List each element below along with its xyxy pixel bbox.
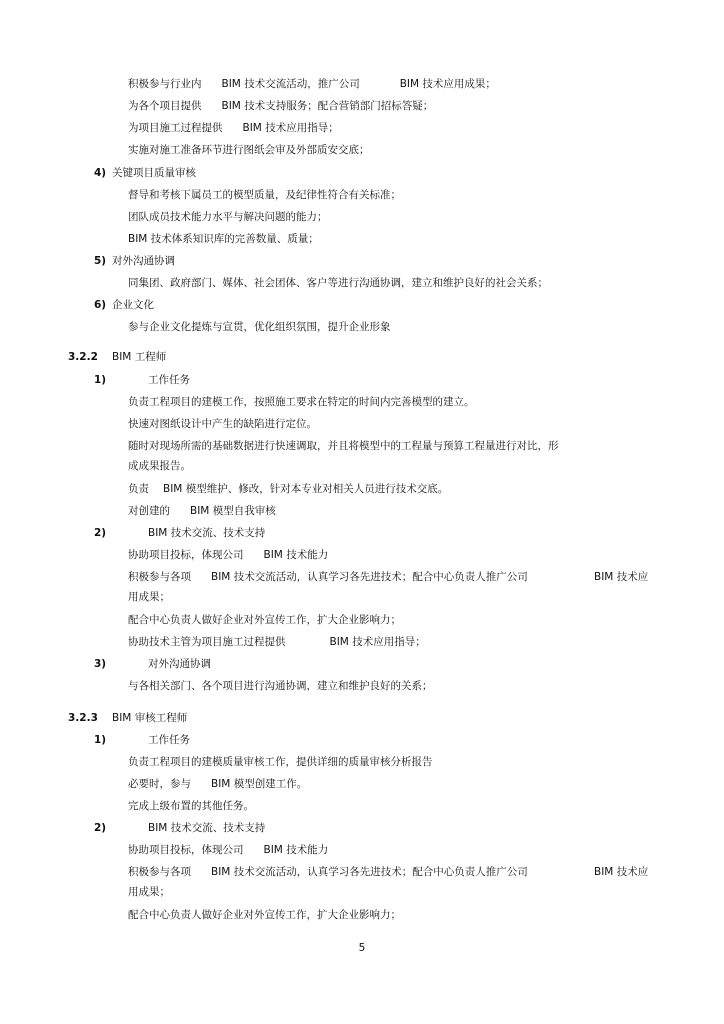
section-number: 3.2.2 [68,351,98,363]
subsection-title: 工作任务 [148,734,190,746]
text-line: 成成果报告。 [128,460,191,472]
subsection-title: BIM 技术交流、技术支持 [148,822,266,834]
text-line: 积极参与行业内 BIM 技术交流活动，推广公司 BIM 技术应用成果； [128,78,496,90]
text-line: 协助项目投标，体现公司 BIM 技术能力 [128,549,329,561]
text-line: 对创建的 BIM 模型自我审核 [128,505,276,517]
text-line: 配合中心负责人做好企业对外宣传工作，扩大企业影响力； [128,909,401,921]
section-heading: BIM 工程师 [112,351,167,363]
page-number: 5 [358,942,366,954]
text-line: 为各个项目提供 BIM 技术支持服务；配合营销部门招标答疑； [128,100,434,112]
list-number: 2) [94,527,107,539]
text-line: 团队成员技术能力水平与解决问题的能力； [128,211,328,223]
section-title: 对外沟通协调 [112,255,175,267]
subsection-title: BIM 技术交流、技术支持 [148,527,266,539]
text-line: 负责 BIM 模型维护、修改，针对本专业对相关人员进行技术交底。 [128,483,449,495]
text-line: 完成上级布置的其他任务。 [128,800,254,812]
text-line-end: BIM 技术应 [594,571,649,583]
subsection-title: 工作任务 [148,374,190,386]
list-number: 4) [94,167,107,179]
section-number: 3.2.3 [68,712,98,724]
list-number: 3) [94,658,107,670]
text-line: 必要时，参与 BIM 模型创建工作。 [128,778,308,790]
text-line: BIM 技术体系知识库的完善数量、质量； [128,233,319,245]
text-line: 为项目施工过程提供 BIM 技术应用指导； [128,122,339,134]
list-number: 1) [94,374,107,386]
text-line: 负责工程项目的建模工作，按照施工要求在特定的时间内完善模型的建立。 [128,396,475,408]
text-line: 负责工程项目的建模质量审核工作，提供详细的质量审核分析报告 [128,756,433,768]
text-line: 同集团、政府部门、媒体、社会团体、客户等进行沟通协调，建立和维护良好的社会关系； [128,277,548,289]
text-line-end: BIM 技术应 [594,866,649,878]
section-heading: BIM 审核工程师 [112,712,188,724]
text-line: 积极参与各项 BIM 技术交流活动，认真学习各先进技术；配合中心负责人推广公司 [128,571,528,583]
text-line: 用成果； [128,591,170,603]
text-line: 配合中心负责人做好企业对外宣传工作，扩大企业影响力； [128,614,401,626]
text-line: 与各相关部门、各个项目进行沟通协调，建立和维护良好的关系； [128,680,433,692]
list-number: 6) [94,299,107,311]
section-title: 关键项目质量审核 [112,167,196,179]
list-number: 5) [94,255,107,267]
text-line: 实施对施工准备环节进行图纸会审及外部质安交底； [128,144,370,156]
text-line: 用成果； [128,886,170,898]
text-line: 协助技术主管为项目施工过程提供 BIM 技术应用指导； [128,636,426,648]
section-title: 企业文化 [112,299,154,311]
text-line: 随时对现场所需的基础数据进行快速调取，并且将模型中的工程量与预算工程量进行对比，形 [128,440,559,452]
text-line: 协助项目投标，体现公司 BIM 技术能力 [128,844,329,856]
text-line: 积极参与各项 BIM 技术交流活动，认真学习各先进技术；配合中心负责人推广公司 [128,866,528,878]
subsection-title: 对外沟通协调 [148,658,211,670]
list-number: 1) [94,734,107,746]
text-line: 督导和考核下属员工的模型质量，及纪律性符合有关标准； [128,189,401,201]
text-line: 快速对图纸设计中产生的缺陷进行定位。 [128,418,317,430]
list-number: 2) [94,822,107,834]
text-line: 参与企业文化提炼与宣贯，优化组织氛围，提升企业形象 [128,321,391,333]
